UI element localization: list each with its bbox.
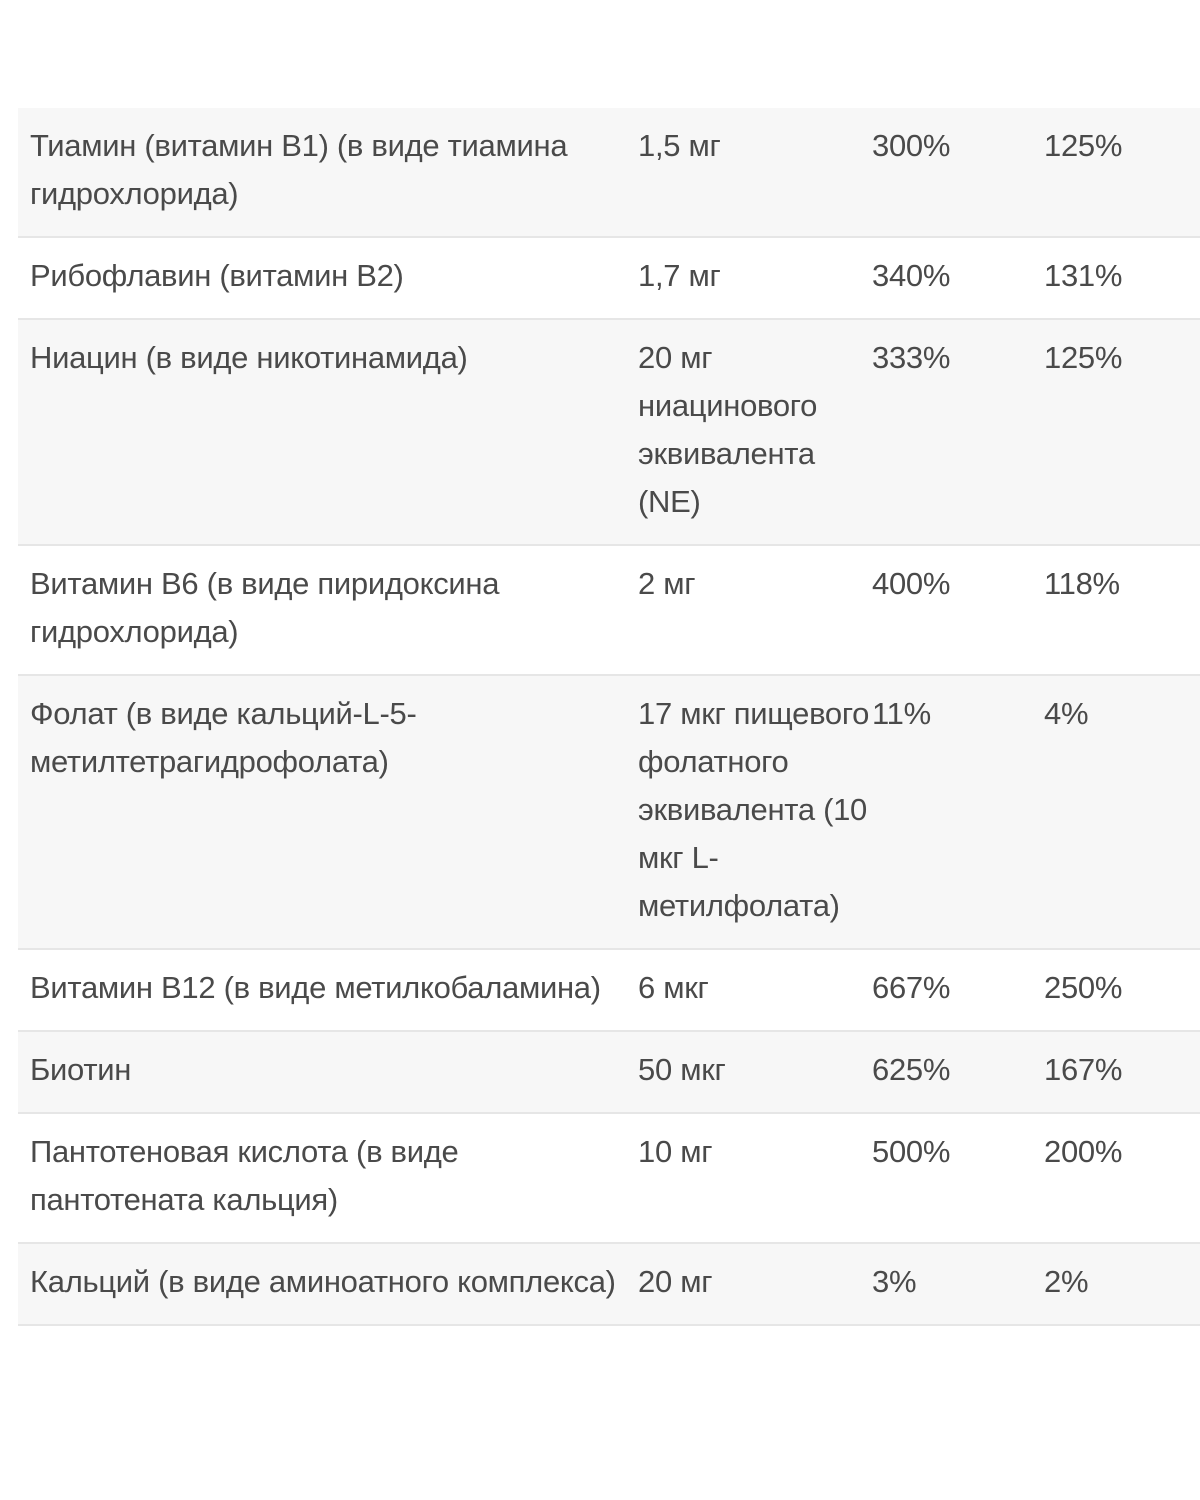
table-row — [18, 1031, 1200, 1113]
daily-value-percent: 667% — [872, 949, 1044, 1031]
nrv-percent: 167% — [1044, 1031, 1200, 1113]
daily-value-percent: 500% — [872, 1113, 1044, 1243]
nutrient-name: Ниацин (в виде никотинамида) — [18, 319, 638, 545]
nrv-percent: 118% — [1044, 545, 1200, 675]
nutrient-amount: 20 мг — [638, 1243, 872, 1325]
nrv-percent: 125% — [1044, 108, 1200, 237]
daily-value-percent: 625% — [872, 1031, 1044, 1113]
nutrient-amount: 1,5 мг — [638, 108, 872, 237]
table-row — [18, 949, 1200, 1031]
nutrient-amount: 17 мкг пищевого фолатного эквивалента (10 мкг L-метилфолата) — [638, 675, 872, 949]
daily-value-percent: 333% — [872, 319, 1044, 545]
table-row — [18, 675, 1200, 949]
nutrient-name: Витамин B6 (в виде пиридоксина гидрохлорида) — [18, 545, 638, 675]
nutrient-name: Витамин B12 (в виде метилкобаламина) — [18, 949, 638, 1031]
table-row — [18, 319, 1200, 545]
nrv-percent: 4% — [1044, 675, 1200, 949]
nutrient-name: Пантотеновая кислота (в виде пантотената кальция) — [18, 1113, 638, 1243]
nutrient-name: Фолат (в виде кальций-L-5-метилтетрагидрофолата) — [18, 675, 638, 949]
daily-value-percent: 3% — [872, 1243, 1044, 1325]
nutrient-amount: 2 мг — [638, 545, 872, 675]
table-row — [18, 237, 1200, 319]
nutrient-amount: 6 мкг — [638, 949, 872, 1031]
nutrient-name: Биотин — [18, 1031, 638, 1113]
nutrient-name: Кальций (в виде аминоатного комплекса) — [18, 1243, 638, 1325]
nrv-percent: 2% — [1044, 1243, 1200, 1325]
table-row — [18, 108, 1200, 237]
nutrient-amount: 50 мкг — [638, 1031, 872, 1113]
table-row — [18, 1113, 1200, 1243]
nrv-percent: 131% — [1044, 237, 1200, 319]
nrv-percent: 125% — [1044, 319, 1200, 545]
daily-value-percent: 340% — [872, 237, 1044, 319]
table-row — [18, 545, 1200, 675]
nrv-percent: 250% — [1044, 949, 1200, 1031]
nutrient-amount: 1,7 мг — [638, 237, 872, 319]
nutrient-amount: 20 мг ниацинового эквивалента (NE) — [638, 319, 872, 545]
nutrient-name: Тиамин (витамин B1) (в виде тиамина гидрохлорида) — [18, 108, 638, 237]
nrv-percent: 200% — [1044, 1113, 1200, 1243]
daily-value-percent: 11% — [872, 675, 1044, 949]
nutrient-name: Рибофлавин (витамин B2) — [18, 237, 638, 319]
nutrient-amount: 10 мг — [638, 1113, 872, 1243]
table-row — [18, 1243, 1200, 1325]
daily-value-percent: 400% — [872, 545, 1044, 675]
nutrient-table — [18, 108, 1200, 1326]
daily-value-percent: 300% — [872, 108, 1044, 237]
